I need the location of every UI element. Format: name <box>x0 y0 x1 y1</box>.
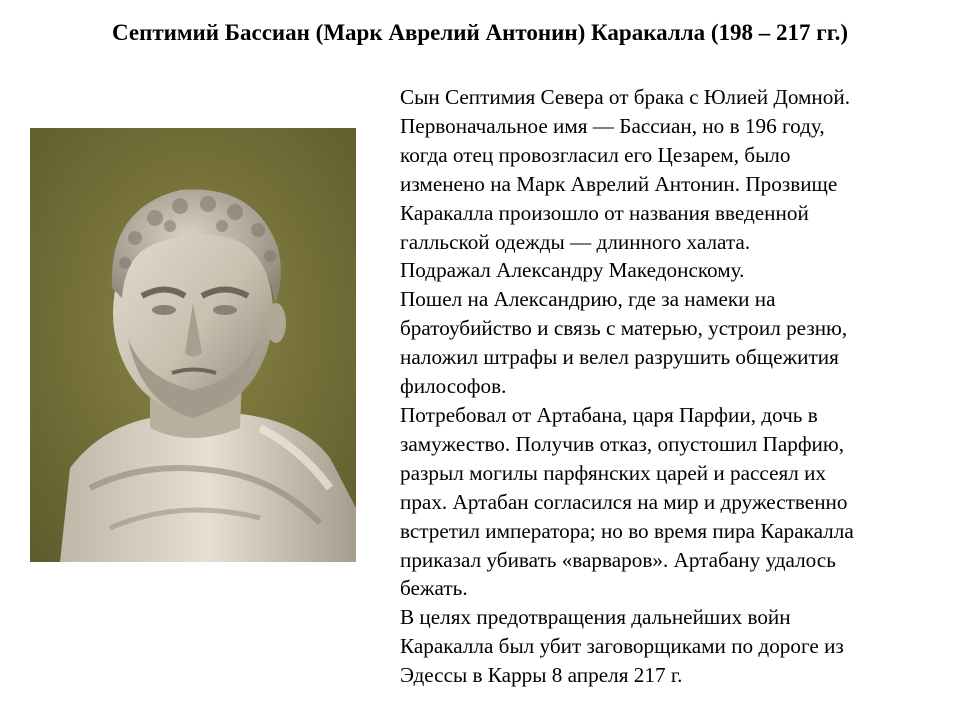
body-line: Сын Септимия Севера от брака с Юлией Домной. <box>400 85 850 109</box>
body-line: встретил императора; но во время пира Каракалла <box>400 518 854 543</box>
body-line: изменено на Марк Аврелий Антонин. Прозвище <box>400 171 838 196</box>
body-line: замужество. Получив отказ, опустошил Парфию, <box>400 431 845 456</box>
body-line: прах. Артабан согласился на мир и дружественно <box>400 489 848 514</box>
body-line: наложил штрафы и велел разрушить общежития <box>400 345 839 370</box>
body-line: галльской одежды — длинного халата. <box>400 229 751 254</box>
body-line: братоубийство и связь с матерью, устроил резню, <box>400 316 848 341</box>
body-line: Потребовал от Артабана, царя Парфии, дочь в <box>400 402 818 427</box>
body-line: Каракалла был убит заговорщиками по дороге из <box>400 634 844 659</box>
slide-title: Септимий Бассиан (Марк Аврелий Антонин) Каракалла (198 – 217 гг.) <box>111 20 848 45</box>
bust-portrait-icon <box>30 128 356 562</box>
body-line: Пошел на Александрию, где за намеки на <box>400 287 776 312</box>
body-line: когда отец провозгласил его Цезарем, было <box>400 142 791 167</box>
body-text <box>400 83 940 690</box>
portrait-image <box>30 128 356 562</box>
body-line: философов. <box>400 374 507 399</box>
body-line: приказал убивать «варваров». Артабану удалось <box>400 547 836 572</box>
body-line: Каракалла произошло от названия введенной <box>400 200 809 225</box>
body-line: Первоначальное имя — Бассиан, но в 196 году, <box>400 113 825 138</box>
body-line: Подражал Александру Македонскому. <box>400 258 745 283</box>
body-line: бежать. <box>400 576 468 601</box>
body-line: В целях предотвращения дальнейших войн <box>400 605 791 630</box>
body-line: Эдессы в Карры 8 апреля 217 г. <box>400 663 683 688</box>
body-line: разрыл могилы парфянских царей и рассеял их <box>400 460 827 485</box>
